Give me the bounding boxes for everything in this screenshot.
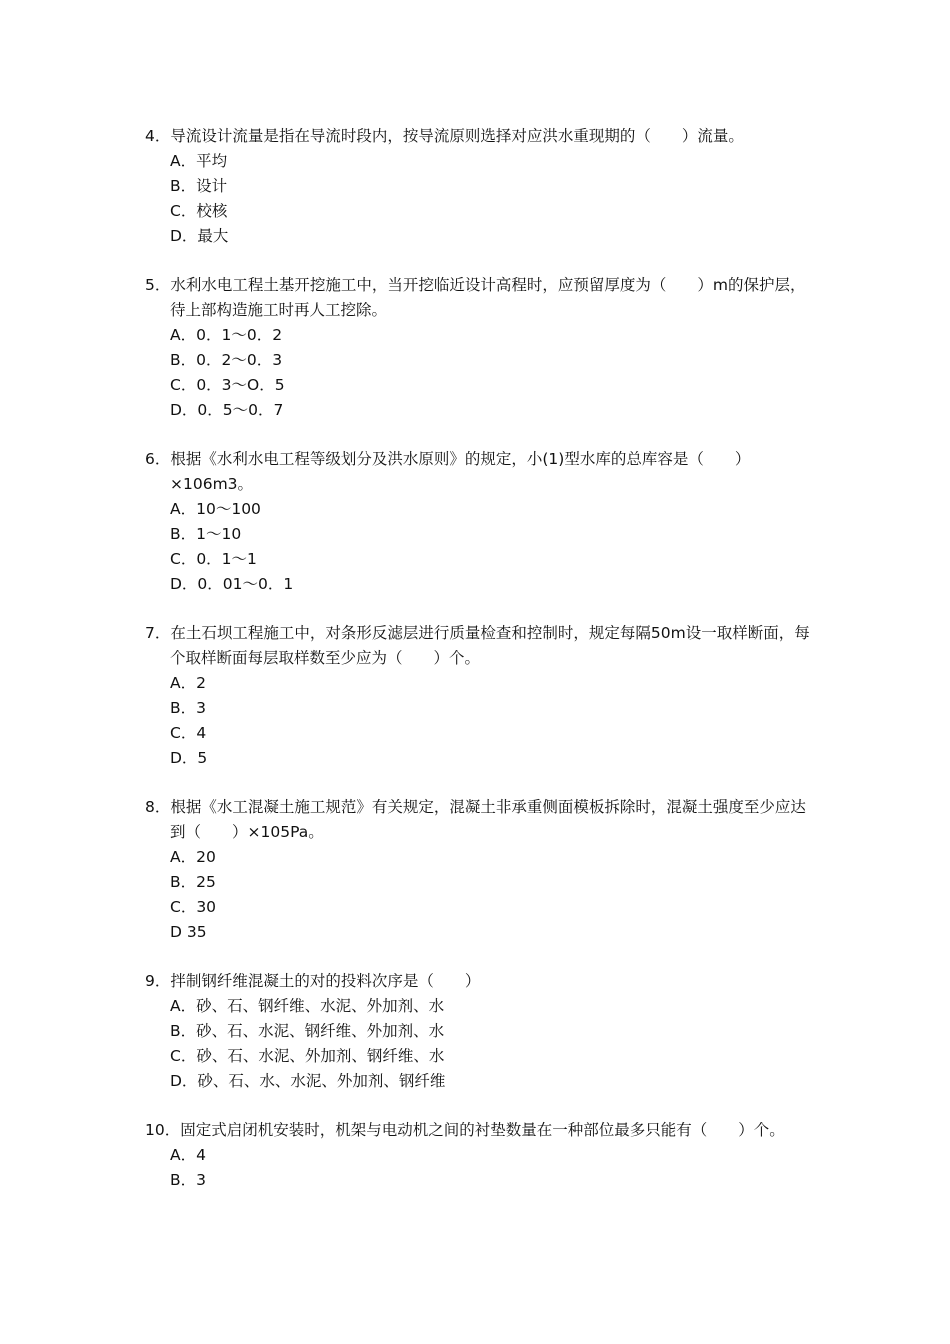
question-stem (145, 124, 810, 149)
option-a: A．4 (170, 1146, 206, 1164)
question-list (145, 124, 810, 1217)
option-list (145, 497, 810, 597)
option-a: A．平均 (170, 152, 228, 170)
question-number: 8． (145, 798, 171, 816)
option-c: C．30 (170, 898, 217, 916)
option-d: D．砂、石、水、水泥、外加剂、钢纤维 (170, 1072, 446, 1090)
question-number: 6． (145, 450, 171, 468)
question-number: 4． (145, 127, 171, 145)
option-list (145, 671, 810, 771)
question-7 (145, 621, 810, 771)
option-b: B．设计 (170, 177, 228, 195)
option-a: A．2 (170, 674, 206, 692)
option-d: D 35 (170, 923, 207, 941)
option-list (145, 845, 810, 945)
option-list (145, 149, 810, 249)
option-b: B．0．2～0．3 (170, 351, 283, 369)
question-10 (145, 1118, 810, 1193)
option-a: A．砂、石、钢纤维、水泥、外加剂、水 (170, 997, 445, 1015)
option-d: D．5 (170, 749, 208, 767)
question-text: 根据《水利水电工程等级划分及洪水原则》的规定，小(1)型水库的总库容是（ ）×106m3。 (170, 450, 751, 493)
question-stem (145, 273, 810, 323)
option-d: D．最大 (170, 227, 229, 245)
question-8 (145, 795, 810, 945)
option-b: B．砂、石、水泥、钢纤维、外加剂、水 (170, 1022, 445, 1040)
question-stem (145, 621, 810, 671)
option-b: B．3 (170, 699, 206, 717)
option-a: A．10～100 (170, 500, 261, 518)
question-text: 导流设计流量是指在导流时段内，按导流原则选择对应洪水重现期的（ ）流量。 (170, 127, 744, 145)
option-c: C．0．1～1 (170, 550, 257, 568)
option-a: A．20 (170, 848, 216, 866)
option-a: A．0．1～0．2 (170, 326, 283, 344)
option-b: B．3 (170, 1171, 206, 1189)
option-c: C．校核 (170, 202, 228, 220)
question-stem (145, 969, 810, 994)
option-b: B．1～10 (170, 525, 242, 543)
question-number: 5． (145, 276, 171, 294)
option-d: D．0．5～0．7 (170, 401, 284, 419)
question-number: 7． (145, 624, 171, 642)
question-stem (145, 447, 810, 497)
option-d: D．0．01～0．1 (170, 575, 294, 593)
option-c: C．4 (170, 724, 207, 742)
option-list (145, 1143, 810, 1193)
question-4 (145, 124, 810, 249)
question-number: 10． (145, 1121, 181, 1139)
question-stem (145, 1118, 810, 1143)
option-c: C．砂、石、水泥、外加剂、钢纤维、水 (170, 1047, 445, 1065)
question-9 (145, 969, 810, 1094)
question-number: 9． (145, 972, 171, 990)
question-stem (145, 795, 810, 845)
question-text: 拌制钢纤维混凝土的对的投料次序是（ ） (170, 972, 481, 990)
question-6 (145, 447, 810, 597)
option-list (145, 994, 810, 1094)
question-text: 在土石坝工程施工中，对条形反滤层进行质量检查和控制时，规定每隔50m设一取样断面，每个取样断面每层取样数至少应为（ ）个。 (170, 624, 810, 667)
question-text: 水利水电工程土基开挖施工中，当开挖临近设计高程时，应预留厚度为（ ）m的保护层，待上部构造施工时再人工挖除。 (170, 276, 806, 319)
option-c: C．0．3～O．5 (170, 376, 285, 394)
question-text: 根据《水工混凝土施工规范》有关规定，混凝土非承重侧面模板拆除时，混凝土强度至少应达到（ ）×105Pa。 (170, 798, 806, 841)
option-list (145, 323, 810, 423)
question-text: 固定式启闭机安装时，机架与电动机之间的衬垫数量在一种部位最多只能有（ ）个。 (180, 1121, 785, 1139)
question-5 (145, 273, 810, 423)
option-b: B．25 (170, 873, 216, 891)
